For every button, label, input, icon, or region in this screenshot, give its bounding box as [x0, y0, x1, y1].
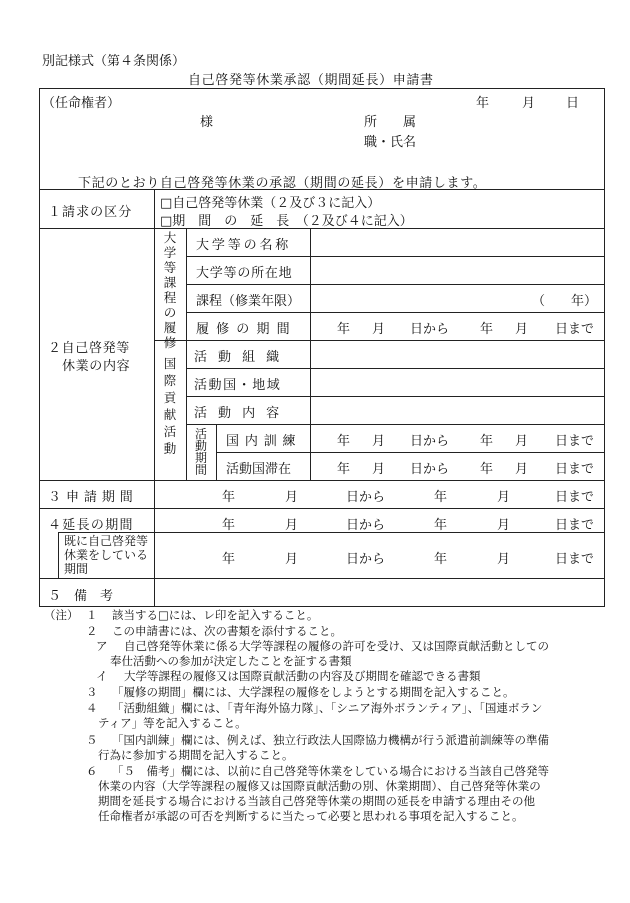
- note-6-text-1: 「５ 備考」欄には、以前に自己啓発等休業をしている場合における当該自己啓発等: [112, 764, 549, 778]
- period-year: 年: [337, 434, 351, 449]
- period-month: 月: [515, 462, 529, 477]
- period-year: 年: [480, 322, 494, 337]
- period-year: 年: [434, 552, 448, 567]
- period-year: 年: [434, 490, 448, 505]
- affiliation-label: 所 属: [364, 115, 417, 130]
- period-month: 月: [515, 434, 529, 449]
- period-from: 日から: [346, 518, 386, 533]
- date-day-label: 日: [566, 96, 580, 111]
- name-label: 職・氏名: [364, 135, 417, 150]
- note-3-text: 「履修の期間」欄には、大学課程の履修をしようとする期間を記入すること。: [112, 685, 515, 699]
- note-2-text: この申請書には、次の書類を添付すること。: [112, 624, 342, 638]
- period-until: 日まで: [555, 462, 595, 477]
- note-2-number: ２: [86, 624, 98, 638]
- course-label: 課程（修業年限）: [196, 294, 301, 309]
- period-from: 日から: [410, 462, 450, 477]
- period-until: 日まで: [555, 518, 595, 533]
- activity-country-label: 活動国・地域: [194, 378, 282, 393]
- note-a-number: ア: [96, 639, 108, 653]
- note-1-number: １: [86, 608, 98, 622]
- date-year-label: 年: [476, 96, 490, 111]
- period-month: 月: [515, 322, 529, 337]
- note-4-text-2: ティア」等を記入すること。: [98, 716, 247, 730]
- period-year: 年: [337, 462, 351, 477]
- section3-label: ３申請期間: [48, 490, 138, 505]
- period-year: 年: [434, 518, 448, 533]
- form-reference: 別記様式（第４条関係）: [42, 54, 186, 69]
- study-period-label: 履修の期間: [196, 322, 297, 337]
- form-title: 自己啓発等休業承認（期間延長）申請書: [188, 73, 434, 88]
- period-year: 年: [222, 518, 236, 533]
- activity-period-group-label: 活動期間: [194, 427, 207, 477]
- checkbox-icon[interactable]: □: [160, 214, 173, 229]
- appointer-label: （任命権者）: [42, 96, 121, 111]
- period-year: 年: [222, 490, 236, 505]
- international-group-label: 国際貢献活動: [163, 356, 177, 456]
- section2-label-line1: ２自己啓発等: [48, 341, 130, 356]
- note-i-text: 大学等課程の履修又は国際貢献活動の内容及び期間を確認できる書類: [124, 669, 481, 683]
- course-years: （ 年）: [532, 294, 598, 309]
- university-location-label: 大学等の所在地: [196, 266, 293, 281]
- period-month: 月: [285, 552, 299, 567]
- option-extension[interactable]: □期 間 の 延 長 （２及び４に記入）: [160, 214, 413, 229]
- note-4-text-1: 「活動組織」欄には、「青年海外協力隊」、「シニア海外ボランティア」、「国連ボラン: [112, 701, 543, 715]
- note-a-text-2: 奉仕活動への参加が決定したことを証する書類: [110, 654, 352, 668]
- period-until: 日まで: [555, 490, 595, 505]
- note-5-text-1: 「国内訓練」欄には、例えば、独立行政法人国際協力機構が行う派遣前訓練等の準備: [112, 733, 549, 747]
- note-i-number: イ: [96, 669, 108, 683]
- period-month: 月: [497, 518, 511, 533]
- activity-content-label: 活動内容: [194, 406, 291, 421]
- period-month: 月: [285, 490, 299, 505]
- period-year: 年: [480, 462, 494, 477]
- period-from: 日から: [410, 434, 450, 449]
- period-month: 月: [497, 552, 511, 567]
- period-month: 月: [285, 518, 299, 533]
- activity-org-label: 活動組織: [194, 350, 291, 365]
- period-month: 月: [372, 434, 386, 449]
- existing-leave-label: 既に自己啓発等休業をしている期間: [64, 534, 149, 576]
- overseas-stay-label: 活動国滞在: [226, 462, 292, 477]
- checkbox-icon[interactable]: □: [160, 196, 173, 211]
- domestic-training-label: 国内訓練: [226, 434, 302, 449]
- period-until: 日まで: [555, 552, 595, 567]
- university-name-label: 大学等の名称: [196, 238, 292, 253]
- period-from: 日から: [410, 322, 450, 337]
- note-6-number: ６: [86, 764, 98, 778]
- option-self-development[interactable]: □自己啓発等休業（２及び３に記入）: [160, 196, 381, 211]
- intro-text: 下記のとおり自己啓発等休業の承認（期間の延長）を申請します。: [78, 176, 487, 191]
- period-from: 日から: [346, 490, 386, 505]
- note-4-number: ４: [86, 701, 98, 715]
- note-a-text-1: 自己啓発等休業に係る大学等課程の履修の許可を受け、又は国際貢献活動としての: [124, 639, 550, 653]
- period-year: 年: [337, 322, 351, 337]
- section1-label: １請求の区分: [48, 205, 133, 220]
- note-5-number: ５: [86, 733, 98, 747]
- period-month: 月: [497, 490, 511, 505]
- period-until: 日まで: [555, 322, 595, 337]
- period-year: 年: [222, 552, 236, 567]
- period-until: 日まで: [555, 434, 595, 449]
- addressee-sama: 様: [200, 115, 214, 130]
- note-5-text-2: 行為に参加する期間を記入すること。: [98, 748, 294, 762]
- notes-prefix: （注）: [44, 608, 79, 622]
- note-6-text-3: 期間を延長する場合における当該自己啓発等休業の期間の延長を申請する理由その他: [98, 794, 535, 808]
- date-month-label: 月: [522, 96, 536, 111]
- section5-label: ５ 備 考: [48, 589, 114, 604]
- note-6-text-2: 休業の内容（大学等課程の履修又は国際貢献活動の別、休業期間）、自己啓発等休業の: [98, 779, 541, 793]
- note-3-number: ３: [86, 685, 98, 699]
- section4-label: ４延長の期間: [48, 518, 134, 533]
- note-1-text: 該当する□には、レ印を記入すること。: [112, 608, 319, 622]
- period-month: 月: [372, 322, 386, 337]
- period-month: 月: [372, 462, 386, 477]
- period-from: 日から: [346, 552, 386, 567]
- university-group-label: 大学等課程の履修: [163, 230, 177, 350]
- period-year: 年: [480, 434, 494, 449]
- note-6-text-4: 任命権者が承認の可否を判断するに当たって必要と思われる事項を記入すること。: [98, 809, 524, 823]
- section2-label-line2: 休業の内容: [62, 359, 131, 374]
